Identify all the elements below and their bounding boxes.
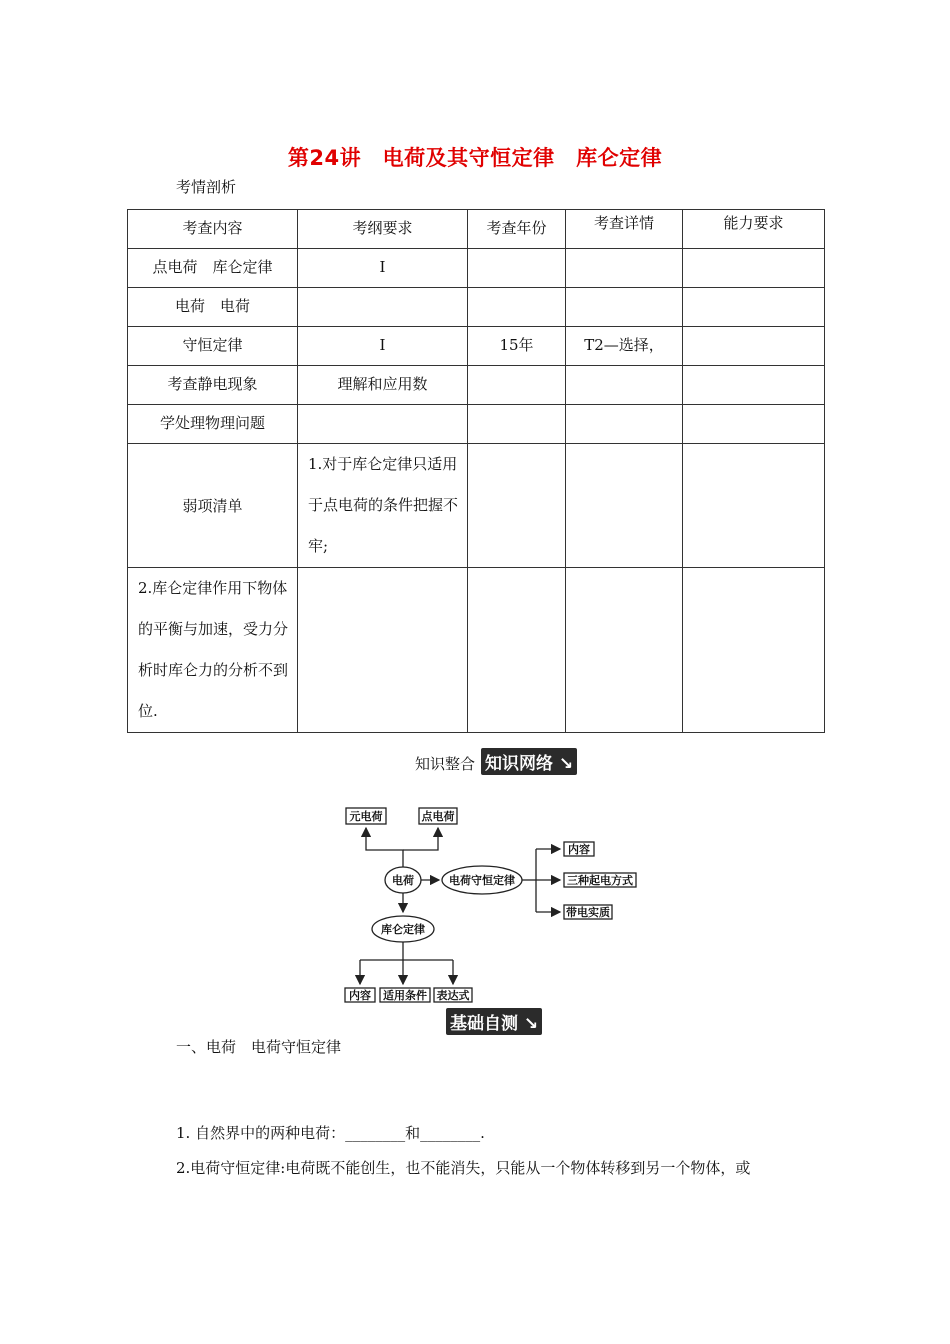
kulun-label: 库仑定律	[381, 923, 425, 936]
header-cell: 考查年份	[468, 210, 566, 249]
knowledge-network-tag	[481, 748, 577, 775]
arrow-icon: ↘	[558, 754, 574, 774]
table-cell	[566, 568, 683, 733]
table-cell	[298, 288, 468, 327]
knowledge-network-label: 知识网络	[485, 754, 553, 774]
knowledge-network-diagram	[330, 798, 650, 1006]
k-neirong-label: 内容	[349, 989, 371, 1002]
table-cell	[566, 366, 683, 405]
arrow-icon: ↘	[523, 1014, 539, 1034]
daidian-label: 带电实质	[566, 906, 610, 919]
question-item: 2.电荷守恒定律:电荷既不能创生，也不能消失，只能从一个物体转移到另一个物体，或	[176, 1159, 751, 1177]
table-cell	[683, 444, 825, 568]
table-cell	[298, 405, 468, 444]
table-row	[128, 366, 825, 405]
connector	[403, 828, 438, 850]
table-cell: 理解和应用数	[298, 366, 468, 405]
biaodashi-label: 表达式	[436, 989, 470, 1002]
exam-analysis-label: 考情剖析	[176, 178, 237, 196]
table-cell	[468, 405, 566, 444]
dianhe-label: 电荷	[392, 874, 414, 887]
table-cell	[468, 444, 566, 568]
table-row	[128, 249, 825, 288]
table-row	[128, 288, 825, 327]
table-row	[128, 327, 825, 366]
table-cell: 考查静电现象	[128, 366, 298, 405]
table-cell	[468, 366, 566, 405]
table-header-row	[128, 210, 825, 249]
table-row	[128, 405, 825, 444]
header-cell: 考纲要求	[298, 210, 468, 249]
header-cell: 考查内容	[128, 210, 298, 249]
shiyong-label: 适用条件	[383, 989, 427, 1002]
table-cell: T2—选择，	[566, 327, 683, 366]
table-row	[128, 444, 825, 568]
table-cell	[468, 249, 566, 288]
yuandianhe-label: 元电荷	[349, 810, 383, 823]
question-item: 1. 自然界中的两种电荷：________和________.	[176, 1124, 485, 1142]
basic-test-tag	[446, 1008, 542, 1035]
section-heading: 一、电荷 电荷守恒定律	[176, 1038, 342, 1056]
header-cell: 考查详情	[566, 210, 683, 249]
table-cell: 学处理物理问题	[128, 405, 298, 444]
table-cell	[566, 444, 683, 568]
table-cell: 电荷 电荷	[128, 288, 298, 327]
neirong-label: 内容	[568, 843, 590, 856]
table-cell: 点电荷 库仑定律	[128, 249, 298, 288]
weak-item-1: 1.对于库仑定律只适用于点电荷的条件把握不牢;	[298, 444, 468, 568]
table-cell	[298, 568, 468, 733]
table-cell	[683, 288, 825, 327]
table-cell	[683, 405, 825, 444]
table-cell: 守恒定律	[128, 327, 298, 366]
table-cell	[566, 249, 683, 288]
table-cell	[566, 288, 683, 327]
knowledge-heading: 知识整合	[415, 755, 476, 773]
shouheng-label: 电荷守恒定律	[449, 874, 515, 887]
table-cell: Ⅰ	[298, 327, 468, 366]
diandianhe-label: 点电荷	[421, 810, 455, 823]
table-cell	[683, 366, 825, 405]
exam-analysis-table	[127, 209, 825, 733]
table-cell	[683, 249, 825, 288]
table-cell	[683, 327, 825, 366]
table-cell	[566, 405, 683, 444]
weak-item-2: 2.库仑定律作用下物体的平衡与加速，受力分析时库仑力的分析不到位.	[128, 568, 298, 733]
page-title: 第24讲 电荷及其守恒定律 库仑定律	[287, 146, 663, 170]
table-cell: 15年	[468, 327, 566, 366]
sanzhong-label: 三种起电方式	[567, 874, 633, 887]
table-cell	[683, 568, 825, 733]
weak-list-label: 弱项清单	[128, 444, 298, 568]
table-cell: Ⅰ	[298, 249, 468, 288]
table-cell	[468, 568, 566, 733]
basic-test-label: 基础自测	[450, 1014, 518, 1034]
connector	[366, 828, 403, 867]
table-row	[128, 568, 825, 733]
table-cell	[468, 288, 566, 327]
header-cell: 能力要求	[683, 210, 825, 249]
